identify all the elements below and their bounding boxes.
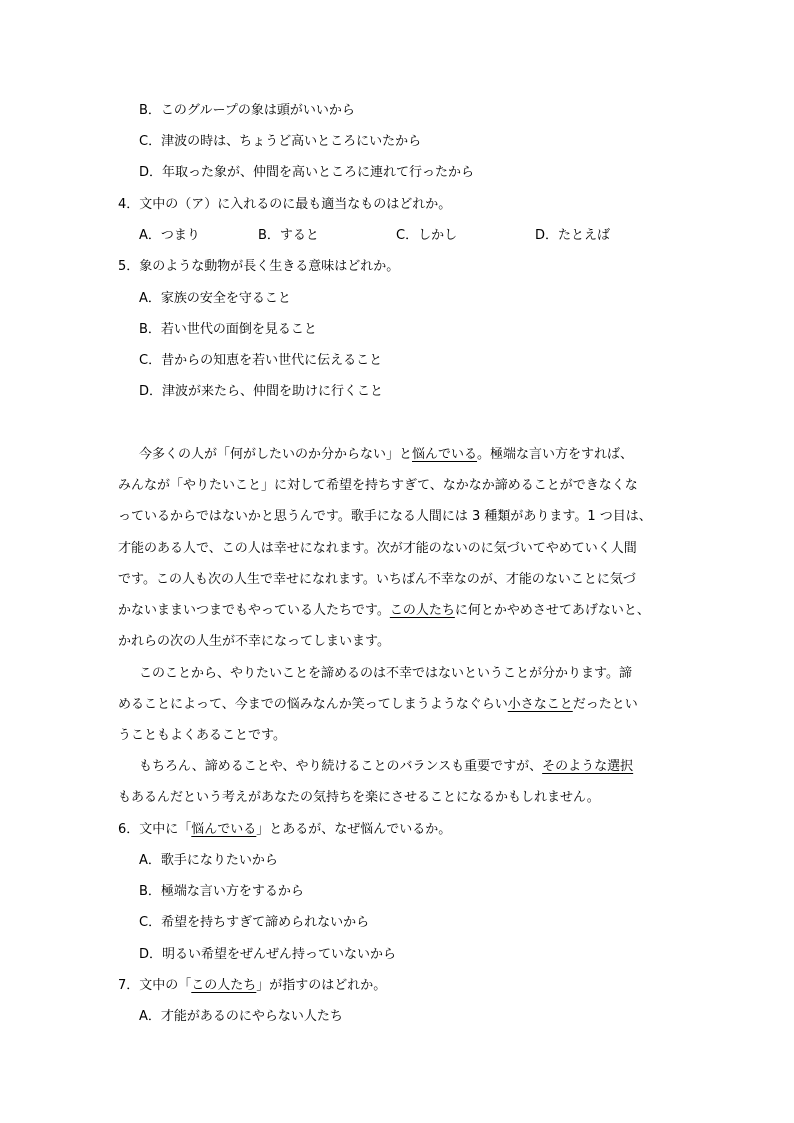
q5-option-b: B．若い世代の面倒を見ること — [139, 322, 317, 337]
q3-option-d: D．年取った象が、仲間を高いところに連れて行ったから — [139, 165, 475, 180]
q4-option-d: D．たとえば — [535, 228, 611, 243]
q4-option-b: B．すると — [258, 228, 319, 243]
q4-option-c: C．しかし — [396, 228, 458, 243]
q4-question: 4．文中の（ア）に入れるのに最も適当なものはどれか。 — [118, 197, 452, 212]
q6-option-a: A．歌手になりたいから — [139, 853, 278, 868]
q6-option-d: D．明るい希望をぜんぜん持っていないから — [139, 947, 397, 962]
passage-text: もちろん、諦めることや、やり続けることのバランスも重要ですが、 — [139, 759, 543, 774]
passage-line: みんなが「やりたいこと」に対して希望を持ちすぎて、なかなか諦めることができなくな — [118, 478, 638, 493]
passage-line — [139, 446, 633, 464]
q5-option-d: D．津波が来たら、仲間を助けに行くこと — [139, 384, 384, 399]
question-text: 」とあるが、なぜ悩んでいるか。 — [256, 822, 452, 837]
q3-option-c: C．津波の時は、ちょうど高いところにいたから — [139, 134, 422, 149]
passage-text: めることによって、今までの悩みなんか笑ってしまうようなぐらい — [118, 697, 508, 712]
passage-line — [118, 696, 638, 714]
underlined-phrase: 悩んでいる — [191, 822, 257, 837]
passage-line: です。この人も次の人生で幸せになれます。いちばん不幸なのが、才能のないことに気づ — [118, 572, 636, 587]
question-text: 」が指すのはどれか。 — [256, 978, 387, 993]
passage-line: もあるんだという考えがあなたの気持ちを楽にさせることになるかもしれません。 — [118, 790, 600, 805]
underlined-phrase: 小さなこと — [507, 697, 573, 712]
passage-line: っているからではないかと思うんです。歌手になる人間には 3 種類があります。1 つ目は、 — [118, 509, 652, 524]
passage-text: かないままいつまでもやっている人たちです。 — [118, 603, 390, 618]
underlined-phrase: この人たち — [389, 603, 455, 618]
question-text: 6．文中に「 — [118, 822, 192, 837]
underlined-phrase: この人たち — [191, 978, 257, 993]
passage-line: かれらの次の人生が不幸になってしまいます。 — [118, 634, 390, 649]
q5-option-a: A．家族の安全を守ること — [139, 291, 291, 306]
q5-option-c: C．昔からの知恵を若い世代に伝えること — [139, 353, 383, 368]
q6-option-c: C．希望を持ちすぎて諦められないから — [139, 915, 370, 930]
passage-line — [139, 758, 633, 776]
q7-question — [118, 977, 386, 995]
q6-question — [118, 821, 451, 839]
passage-line: うこともよくあることです。 — [118, 728, 286, 743]
underlined-phrase: 悩んでいる — [412, 447, 478, 462]
question-text: 7．文中の「 — [118, 978, 192, 993]
underlined-phrase: そのような選択 — [542, 759, 634, 774]
passage-text: 。極端な言い方をすれば、 — [477, 447, 634, 462]
q5-question: 5．象のような動物が長く生きる意味はどれか。 — [118, 259, 400, 274]
q7-option-a: A．才能があるのにやらない人たち — [139, 1009, 343, 1024]
passage-line — [118, 602, 650, 620]
passage-text: 今多くの人が「何がしたいのか分からない」と — [139, 447, 413, 462]
q4-option-a: A．つまり — [139, 228, 200, 243]
q6-option-b: B．極端な言い方をするから — [139, 884, 304, 899]
passage-line: このことから、やりたいことを諦めるのは不幸ではないということが分かります。諦 — [139, 666, 632, 681]
passage-line: 才能のある人で、この人は幸せになれます。次が才能のないのに気づいてやめていく人間 — [118, 541, 637, 556]
passage-text: だったとい — [572, 697, 638, 712]
passage-text: に何とかやめさせてあげないと、 — [454, 603, 650, 618]
q3-option-b: B．このグループの象は頭がいいから — [139, 103, 355, 118]
